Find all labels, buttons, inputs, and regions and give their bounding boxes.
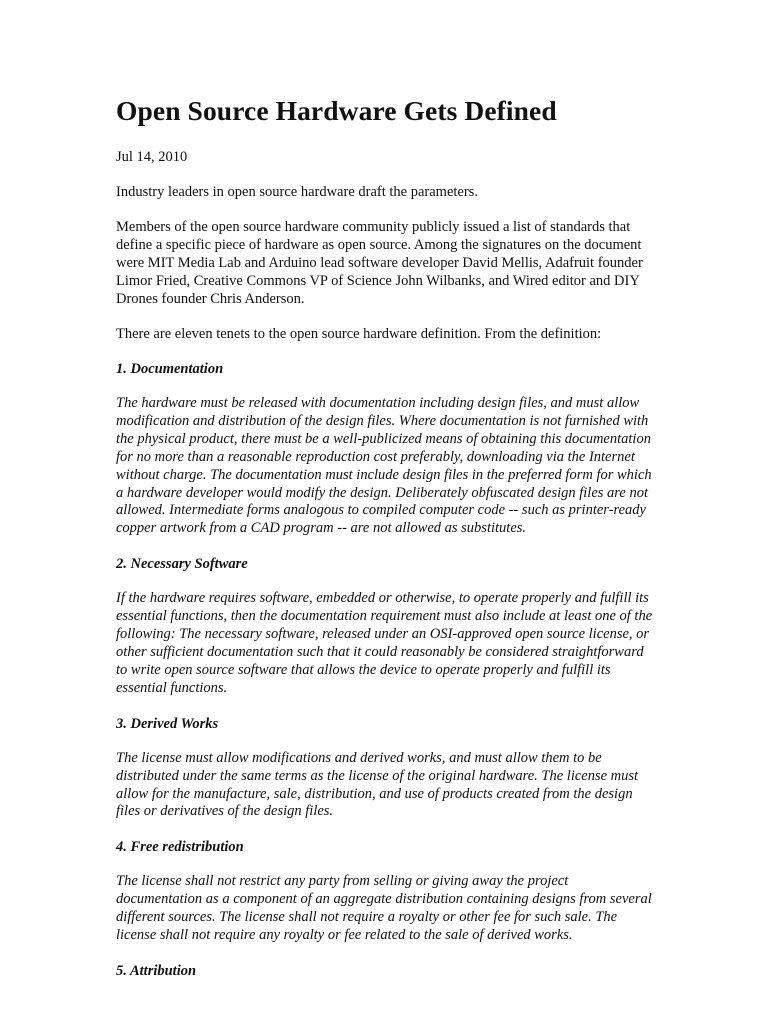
article-title: Open Source Hardware Gets Defined — [116, 95, 557, 126]
section-text-free-redistribution: The license shall not restrict any party from selling or giving away the project documentation as a component of an aggregate distribution containing designs from several different sources. The license shall not require a royalty or other fee for such sale. The license shall not require any royalty or fee related to the sale of derived works. — [116, 873, 652, 944]
section-text-necessary-software: If the hardware requires software, embedded or otherwise, to operate properly and fulfill its essential functions, then the documentation requirement must also include at least one of the following: The necessary software, released under an OSI-approved open source license, or other sufficient documentation such that it could reasonably be considered straightforward to write open source software that allows the device to operate properly and fulfill its essential functions. — [116, 590, 653, 696]
section-heading-documentation: 1. Documentation — [116, 361, 224, 377]
section-heading-free-redistribution: 4. Free redistribution — [116, 839, 244, 856]
article-date: Jul 14, 2010 — [116, 149, 188, 165]
section-text-derived-works: The license must allow modifications and derived works, and must allow them to be distributed under the same terms as the license of the original hardware. The license must allow for the manufacture, sale, distribution, and use of products created from the design files or derivatives of the design files. — [116, 749, 639, 820]
article — [116, 92, 656, 980]
section-heading-derived-works: 3. Derived Works — [116, 715, 219, 732]
article-paragraph: Members of the open source hardware community publicly issued a list of standards that define a specific piece of hardware as open source. Among the signatures on the document were MIT Media Lab and Arduino lead software developer David Mellis, Adafruit founder Limor Fried, Creative Commons VP of Science John Wilbanks, and Wired editor and DIY Drones founder Chris Anderson. — [116, 219, 643, 307]
section-text-documentation: The hardware must be released with documentation including design files, and must allow modification and distribution of the design files. Where documentation is not furnished with the physical product, there must be a well-publicized means of obtaining this documentation for no more than a reasonable reproduction cost preferably, downloading via the Internet without charge. The documentation must include design files in the preferred form for which a hardware developer would modify the design. Deliberately obfuscated design files are not allowed. Intermediate forms analogous to compiled computer code -- such as printer-ready copper artwork from a CAD program -- are not allowed as substitutes. — [116, 395, 652, 537]
article-subtitle: Industry leaders in open source hardware draft the parameters. — [116, 184, 478, 200]
section-heading-necessary-software: 2. Necessary Software — [116, 556, 248, 573]
article-paragraph: There are eleven tenets to the open source hardware definition. From the definition: — [116, 326, 602, 342]
section-heading-attribution: 5. Attribution — [116, 962, 197, 979]
